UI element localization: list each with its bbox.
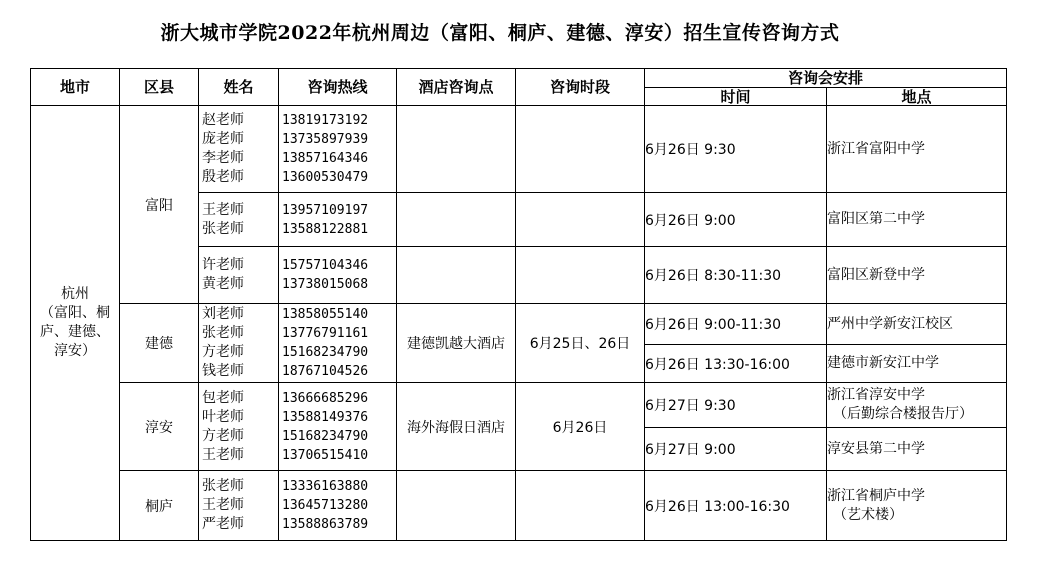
header-city: 地市 [31,69,120,106]
table-row [31,471,1007,541]
meeting-time: 6月26日 9:00-11:30 [645,304,827,345]
meeting-time: 6月27日 9:00 [645,428,827,471]
period-cell [516,106,645,193]
recruitment-consultation-table [30,68,1007,541]
names-cell: 包老师 叶老师 方老师 王老师 [199,383,279,471]
header-hotline: 咨询热线 [279,69,397,106]
meeting-place: 建德市新安江中学 [827,345,1007,383]
header-period: 咨询时段 [516,69,645,106]
meeting-place: 富阳区第二中学 [827,193,1007,247]
city-cell: 杭州 （富阳、桐 庐、建德、 淳安） [31,106,120,541]
table-row [31,106,1007,193]
phones-cell: 13858055140 13776791161 15168234790 18767104526 [279,304,397,383]
phones-cell: 13957109197 13588122881 [279,193,397,247]
header-district: 区县 [120,69,199,106]
meeting-place: 富阳区新登中学 [827,247,1007,304]
meeting-place: 淳安县第二中学 [827,428,1007,471]
period-cell [516,247,645,304]
page-title: 浙大城市学院2022年杭州周边（富阳、桐庐、建德、淳安）招生宣传咨询方式 [160,22,840,44]
meeting-time: 6月26日 9:30 [645,106,827,193]
names-cell: 许老师 黄老师 [199,247,279,304]
hotel-cell [397,193,516,247]
header-hotel: 酒店咨询点 [397,69,516,106]
table-row [31,383,1007,428]
names-cell: 刘老师 张老师 方老师 钱老师 [199,304,279,383]
hotel-cell [397,247,516,304]
meeting-place: 浙江省桐庐中学 （艺术楼） [827,471,1007,541]
period-cell: 6月26日 [516,383,645,471]
phones-cell: 15757104346 13738015068 [279,247,397,304]
header-place: 地点 [827,88,1007,106]
hotel-cell [397,106,516,193]
hotel-cell: 海外海假日酒店 [397,383,516,471]
district-chunan: 淳安 [120,383,199,471]
meeting-place: 浙江省富阳中学 [827,106,1007,193]
phones-cell: 13336163880 13645713280 13588863789 [279,471,397,541]
header-name: 姓名 [199,69,279,106]
table-row [31,304,1007,345]
phones-cell: 13819173192 13735897939 13857164346 13600530479 [279,106,397,193]
meeting-place: 浙江省淳安中学 （后勤综合楼报告厅） [827,383,1007,428]
hotel-cell [397,471,516,541]
meeting-time: 6月26日 13:00-16:30 [645,471,827,541]
district-tonglu: 桐庐 [120,471,199,541]
phones-cell: 13666685296 13588149376 15168234790 13706515410 [279,383,397,471]
meeting-time: 6月26日 8:30-11:30 [645,247,827,304]
header-time: 时间 [645,88,827,106]
header-meeting: 咨询会安排 [645,69,1007,88]
meeting-time: 6月26日 9:00 [645,193,827,247]
period-cell [516,193,645,247]
meeting-time: 6月26日 13:30-16:00 [645,345,827,383]
meeting-place: 严州中学新安江校区 [827,304,1007,345]
names-cell: 张老师 王老师 严老师 [199,471,279,541]
district-jiande: 建德 [120,304,199,383]
period-cell: 6月25日、26日 [516,304,645,383]
meeting-time: 6月27日 9:30 [645,383,827,428]
names-cell: 王老师 张老师 [199,193,279,247]
names-cell: 赵老师 庞老师 李老师 殷老师 [199,106,279,193]
hotel-cell: 建德凯越大酒店 [397,304,516,383]
period-cell [516,471,645,541]
district-fuyang: 富阳 [120,106,199,304]
